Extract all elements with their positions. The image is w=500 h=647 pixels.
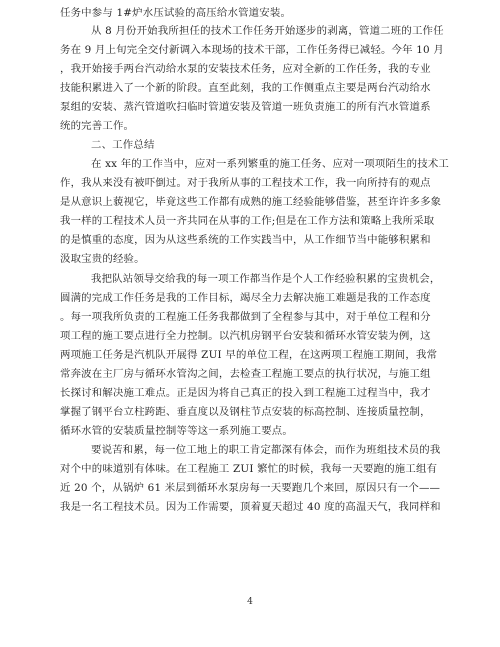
text-line: 技能积累进入了一个新的阶段。直至此刻，我的工作侧重点主要是两台汽动给水 [60,82,431,94]
text-line: 统的完善工作。 [60,120,135,132]
text-line: 任务中参与 1#炉水压试验的高压给水管道安装。 [60,7,292,19]
text-line: 务在 9 月上旬完全交付新调入本现场的技术干部，工作任务得已减轻。今年 10 月 [60,44,444,56]
text-line: 我一样的工程技术人员一齐共同在从事的工作;但是在工作方法和策略上我所采取 [60,215,435,227]
text-line: 作，我从来没有被吓倒过。对于我所从事的工程技术工作，我一向所持有的观点 [60,177,431,189]
text-line: 圆满的完成工作任务是我的工作目标，竭尽全力去解决施工难题是我的工作态度 [60,292,431,304]
text-line: ，我开始接手两台汽动给水泵的安装技术任务，应对全新的工作任务，我的专业 [60,63,431,75]
text-line: 两项施工任务是汽机队开展得 ZUI 早的单位工程，在这两项工程施工期间，我常 [60,349,438,361]
page-number: 4 [247,597,253,607]
text-line: 长探讨和解决施工难点。正是因为将自己真正的投入到工程施工过程当中，我才 [60,387,431,399]
text-line: 对个中的味道别有体味。在工程施工 ZUI 繁忙的时候，我每一天要跑的施工组有 [60,463,438,475]
text-line: 我是一名工程技术员。因为工作需要，顶着夏天超过 40 度的高温天气，我同样和 [60,501,441,513]
text-line: 常奔波在主厂房与循环水管沟之间，去检查工程施工要点的执行状况，与施工组 [60,368,431,380]
text-line: 近 20 个，从锅炉 61 米层到循环水泵房每一天要跑几个来回，原因只有一个—— [60,482,441,494]
text-line: 掌握了钢平台立柱跨距、垂直度以及钢柱节点安装的标高控制、连接质量控制， [60,406,431,418]
text-line: 我把队站领导交给我的每一项工作都当作是个人工作经验积累的宝贵机会， [91,273,441,285]
text-line: 要说苦和累，每一位工地上的职工肯定都深有体会，而作为班组技术员的我 [91,444,441,456]
text-line: 从 8 月份开始我所担任的技术工作任务开始逐步的剥离，管道二班的工作任 [91,25,444,37]
text-line: 泵组的安装、蒸汽管道吹扫临时管道安装及管道一班负责施工的所有汽水管道系 [60,101,431,113]
text-line: 。每一项我所负责的工程施工任务我都做到了全程参与其中，对于单位工程和分 [60,311,431,323]
text-line: 在 xx 年的工作当中，应对一系列繁重的施工任务、应对一项项陌生的技术工 [91,158,450,170]
text-line: 循环水管的安装质量控制等等这一系列施工要点。 [60,425,293,437]
text-line: 的是慎重的态度，因为从这些系统的工作实践当中，从工作细节当中能够积累和 [60,234,431,246]
text-line: 汲取宝贵的经验。 [60,253,145,265]
section-heading: 二、工作总结 [91,139,155,151]
text-line: 是从意识上藐视它，毕竟这些工作都有成熟的施工经验能够借鉴，甚至许许多多象 [60,196,442,208]
text-line: 项工程的施工要点进行全力控制。以汽机房钢平台安装和循环水管安装为例，这 [60,330,431,342]
